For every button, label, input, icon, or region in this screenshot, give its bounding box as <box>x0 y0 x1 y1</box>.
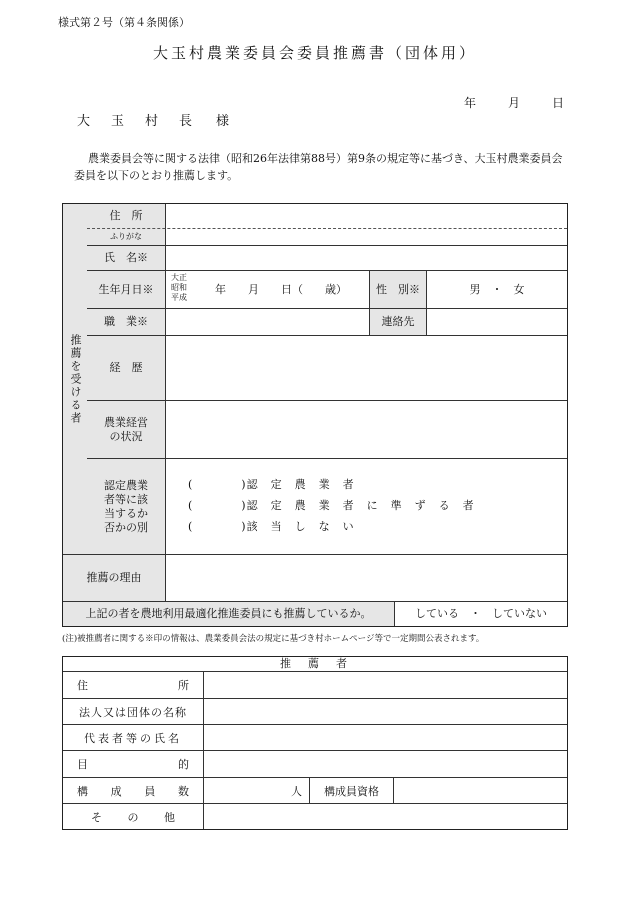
member-count-unit: 人 <box>291 784 302 798</box>
label-char: 住 <box>77 679 88 692</box>
addressee <box>77 110 233 129</box>
address-label: 住 所 <box>109 209 143 222</box>
era-taisho: 大正 <box>171 273 187 282</box>
birth-label: 生年月日※ <box>98 282 154 296</box>
purpose-field[interactable] <box>204 751 567 777</box>
era-options <box>171 273 187 303</box>
occupation-field[interactable] <box>166 309 369 335</box>
date-day: 日 <box>552 96 565 110</box>
other-label <box>63 804 203 829</box>
contact-label: 連絡先 <box>370 309 426 335</box>
page-title: 大玉村農業委員会委員推薦書（団体用） <box>152 44 477 62</box>
date-month: 月 <box>508 96 521 110</box>
gender-label: 性 別※ <box>370 271 426 308</box>
career-label: 経 歴 <box>109 361 143 374</box>
label-char: 数 <box>177 784 189 798</box>
birth-date-field[interactable]: 年 月 日（ 歳） <box>215 282 347 296</box>
organization-name-field[interactable] <box>204 699 567 724</box>
addressee-name: 大 玉 村 長 <box>77 114 197 129</box>
farming-status-label: 農業経営 の状況 <box>104 415 148 443</box>
certified-farmer-label: 認定農業 者等に該 当するか 否かの別 <box>104 478 148 534</box>
representative-name-label: 代表者等の氏名 <box>84 731 182 745</box>
other-field[interactable] <box>204 804 567 829</box>
representative-name-field[interactable] <box>204 725 567 750</box>
date-year: 年 <box>464 96 477 110</box>
contact-field[interactable] <box>427 309 567 335</box>
gender-options[interactable]: 男 ・ 女 <box>469 282 525 296</box>
section-label: 推薦を受ける者 <box>69 333 82 425</box>
farming-status-field[interactable] <box>166 401 567 458</box>
organization-name-label: 法人又は団体の名称 <box>79 705 187 719</box>
member-qualification-label: 構成員資格 <box>324 784 379 798</box>
label-char: そ <box>91 810 102 824</box>
recommender-address-field[interactable] <box>204 672 567 698</box>
member-count-label <box>63 778 203 803</box>
label-char: 所 <box>178 679 189 692</box>
era-heisei: 平成 <box>171 293 187 302</box>
name-field[interactable] <box>166 246 567 270</box>
era-showa: 昭和 <box>171 283 187 292</box>
label-char: 目 <box>77 758 88 771</box>
reason-field[interactable] <box>166 555 567 601</box>
certified-option-2[interactable]: ( )認 定 農 業 者 に 準 ず る 者 <box>188 499 475 512</box>
dual-recommend-answer[interactable]: している ・ していない <box>415 607 547 620</box>
form-number: 様式第２号（第４条関係） <box>58 16 190 29</box>
label-char: 成 <box>110 784 122 798</box>
certified-option-1[interactable]: ( )認 定 農 業 者 <box>188 478 355 491</box>
label-char: 他 <box>164 810 175 824</box>
dual-recommend-question: 上記の者を農地利用最適化推進委員にも推薦しているか。 <box>63 602 394 626</box>
career-field[interactable] <box>166 336 567 400</box>
label-char: 構 <box>77 784 88 798</box>
certified-option-3[interactable]: ( )該 当 し な い <box>188 520 355 533</box>
addressee-honorific: 様 <box>216 114 234 129</box>
disclosure-note: (注)被推薦者に関する※印の情報は、農業委員会法の規定に基づき村ホームページ等で一定期間公表されます。 <box>62 634 485 644</box>
intro-text: 農業委員会等に関する法律（昭和26年法律第88号）第9条の規定等に基づき、大玉村農業委員会委員を以下のとおり推薦します。 <box>74 152 563 182</box>
address-field[interactable] <box>166 204 567 228</box>
furigana-field[interactable] <box>166 229 567 245</box>
label-char: 的 <box>178 758 189 771</box>
reason-label: 推薦の理由 <box>63 555 165 601</box>
name-label: 氏 名※ <box>104 251 148 264</box>
recommender-address-label <box>63 672 203 698</box>
furigana-label: ふりがな <box>110 232 142 241</box>
member-count-field[interactable] <box>204 778 294 803</box>
date-line <box>464 94 564 111</box>
section-label-cell <box>63 204 88 554</box>
label-char: の <box>127 810 139 824</box>
purpose-label <box>63 751 203 777</box>
label-char: 員 <box>144 784 156 798</box>
occupation-label: 職 業※ <box>104 315 148 328</box>
member-qualification-field[interactable] <box>394 778 567 803</box>
recommender-header: 推 薦 者 <box>280 657 350 670</box>
recommended-person-table <box>62 203 568 627</box>
recommender-table <box>62 656 568 830</box>
